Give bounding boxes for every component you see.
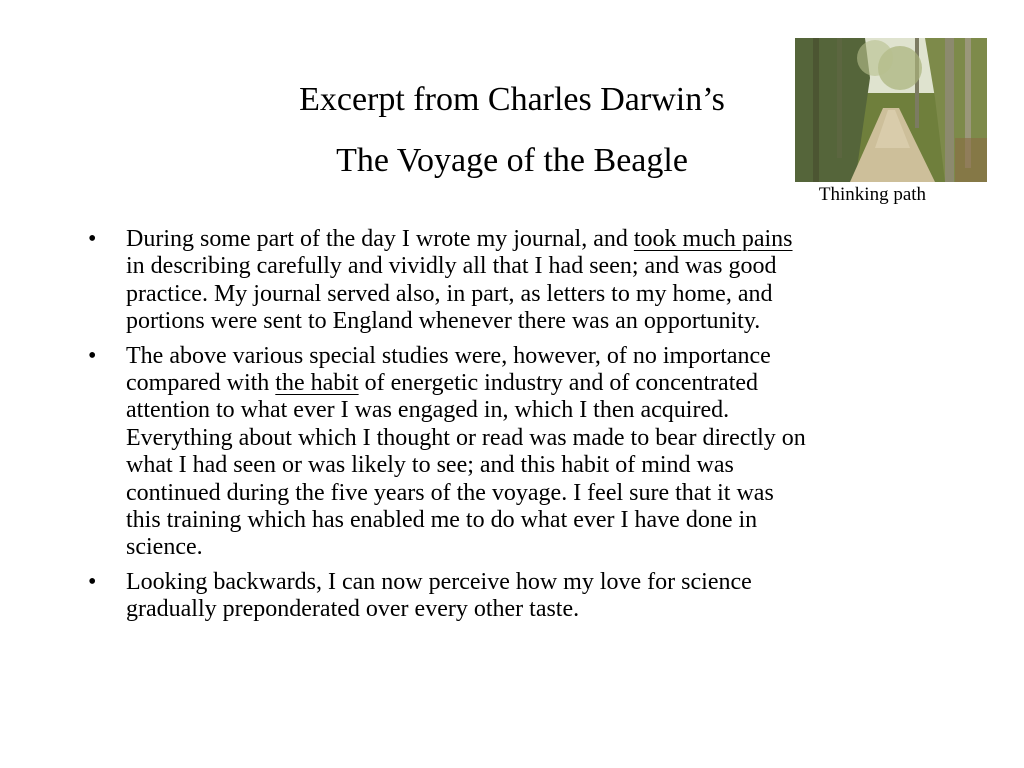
thinking-path-photo (795, 38, 987, 182)
text-segment: continued during the five years of the voyage. I feel sure that it was (126, 479, 774, 506)
bullet-item (88, 343, 958, 562)
woodland-path-image (795, 38, 987, 182)
text-segment: Looking backwards, I can now perceive how my love for science (126, 568, 752, 595)
bullet-text-line (126, 308, 958, 335)
text-segment: of energetic industry and of concentrated (358, 370, 759, 397)
bullet-text-line (126, 569, 958, 596)
bullet-text-line (126, 507, 958, 534)
bullet-marker: • (88, 342, 97, 369)
text-segment: Everything about which I thought or read was made to bear directly on (126, 424, 806, 451)
bullet-marker: • (88, 568, 97, 595)
bullet-text-line (126, 534, 958, 561)
underlined-phrase: took much pains (633, 226, 793, 252)
bullet-text-line (126, 452, 958, 479)
underlined-phrase: the habit (275, 370, 359, 397)
text-segment: what I had seen or was likely to see; and this habit of mind was (126, 452, 734, 479)
bullet-item (88, 569, 958, 624)
bullet-item (88, 226, 958, 336)
bullet-text-line (126, 253, 958, 280)
bullet-text-line (126, 281, 958, 308)
title-line-1: Excerpt from Charles Darwin’s (299, 81, 725, 118)
bullet-list (88, 226, 958, 631)
text-segment: this training which has enabled me to do what ever I have done in (126, 507, 758, 534)
slide-title (210, 78, 814, 183)
bullet-text-line (126, 343, 958, 370)
text-segment: compared with (126, 370, 276, 397)
bullet-text-line (126, 226, 958, 253)
text-segment: in describing carefully and vividly all that I had seen; and was good (126, 253, 777, 280)
text-segment: gradually preponderated over every other taste. (126, 596, 580, 623)
text-segment: The above various special studies were, however, of no importance (126, 342, 771, 369)
bullet-text-line (126, 397, 958, 424)
text-segment: During some part of the day I wrote my journal, and (126, 226, 634, 252)
text-segment: practice. My journal served also, in part, as letters to my home, and (126, 280, 773, 307)
text-segment: attention to what ever I was engaged in, which I then acquired. (126, 397, 730, 424)
bullet-text-line (126, 480, 958, 507)
text-segment: portions were sent to England whenever there was an opportunity. (126, 308, 761, 335)
bullet-text-line (126, 370, 958, 397)
title-line-2: The Voyage of the Beagle (336, 142, 688, 179)
bullet-marker: • (88, 226, 97, 252)
photo-caption: Thinking path (818, 184, 927, 205)
bullet-text-line (126, 596, 958, 623)
text-segment: science. (126, 534, 203, 561)
bullet-text-line (126, 425, 958, 452)
